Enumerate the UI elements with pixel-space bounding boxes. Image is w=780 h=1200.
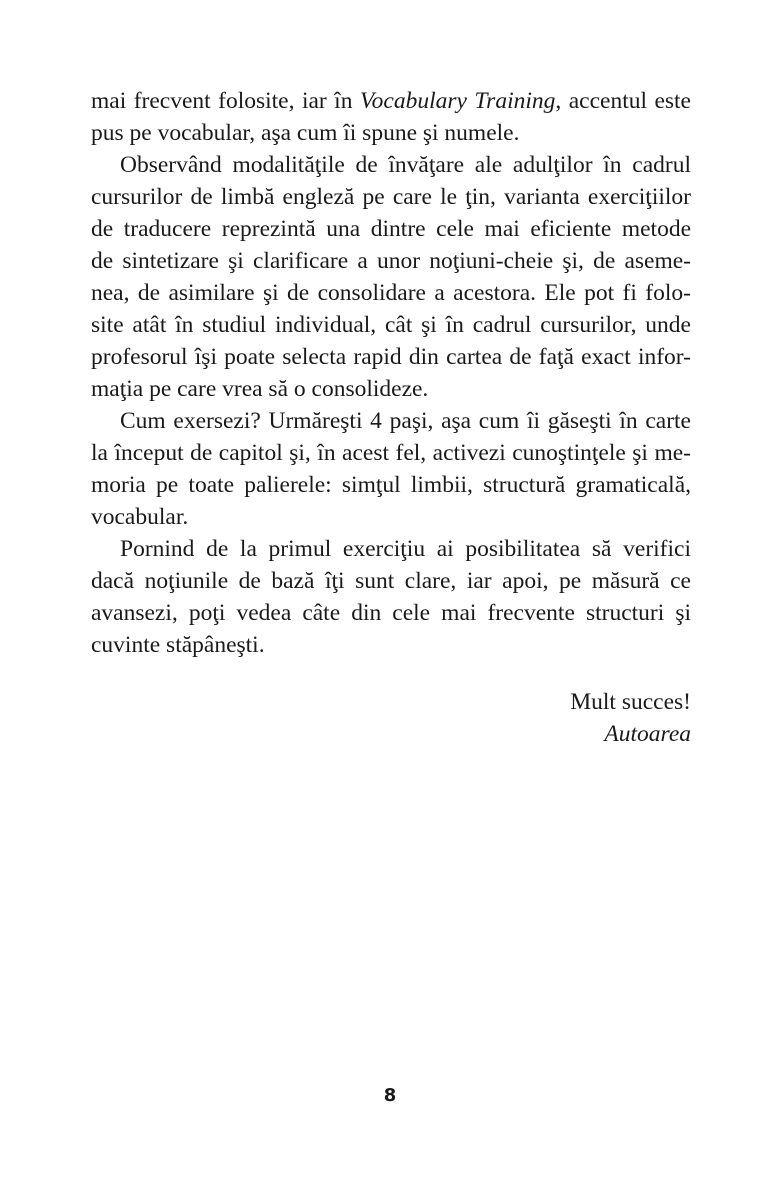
text-line: pus pe vocabular, aşa cum îi spune şi numele. (91, 120, 520, 146)
page-number: 8 (383, 1085, 397, 1106)
text-line: Cum exersezi? Urmăreşti 4 paşi, aşa cum îi găseşti în carte (120, 408, 691, 434)
text-line: Pornind de la primul exerciţiu ai posibilitatea să verifici (120, 536, 691, 562)
author-signature: Autoarea (604, 721, 691, 747)
text-line: dacă noţiunile de bază îţi sunt clare, iar apoi, pe măsură ce (91, 568, 691, 594)
text-line: moria pe toate palierele: simţul limbii, structură gramaticală, (91, 472, 691, 498)
text-line: de sintetizare şi clarificare a unor noţiuni-cheie şi, de aseme- (91, 248, 691, 274)
text-line (91, 85, 691, 117)
text-segment: mai frecvent folosite, iar în (91, 88, 360, 114)
text-line: Observând modalităţile de învăţare ale adulţilor în cadrul (120, 152, 691, 178)
paragraph-3 (91, 405, 691, 533)
text-line: site atât în studiul individual, cât şi în cadrul cursurilor, unde (91, 312, 691, 338)
signoff (91, 686, 691, 750)
text-line: maţia pe care vrea să o consolideze. (91, 376, 429, 402)
text-line: nea, de asimilare şi de consolidare a acestora. Ele pot fi folo- (91, 280, 691, 306)
closing-text: Mult succes! (570, 689, 691, 715)
text-line: avansezi, poţi vedea câte din cele mai frecvente structuri şi (91, 600, 691, 626)
text-line: de traducere reprezintă una dintre cele mai eficiente metode (91, 216, 691, 242)
text-line: cuvinte stăpâneşti. (91, 632, 265, 658)
text-line: vocabular. (91, 504, 189, 530)
text-segment: , accentul este (555, 88, 691, 114)
paragraph-1 (91, 85, 691, 149)
book-title-vocabulary-training: Vocabulary Training (359, 88, 556, 114)
paragraph-4 (91, 533, 691, 661)
text-line: profesorul îşi poate selecta rapid din cartea de faţă exact infor- (91, 344, 691, 370)
text-line: cursurilor de limbă engleză pe care le ţin, varianta exerciţiilor (91, 184, 691, 210)
body-text (91, 85, 691, 661)
text-line: la început de capitol şi, în acest fel, activezi cunoştinţele şi me- (91, 440, 691, 466)
paragraph-2 (91, 149, 691, 405)
